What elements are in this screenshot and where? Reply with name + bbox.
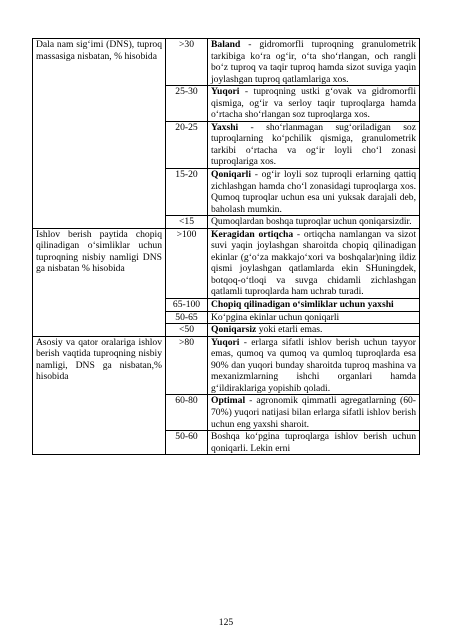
term: Yuqori	[211, 86, 240, 98]
table-row	[33, 336, 420, 395]
description-cell	[208, 299, 420, 312]
range-cell: >30	[166, 39, 208, 86]
description-cell	[208, 431, 420, 455]
soil-moisture-table	[32, 38, 420, 455]
description-text: - tuproqning ustki g‘ovak va gidromorfli qismiga, og‘ir va serloy taqir tuproqlarga hamda o‘rtacha sho‘rlangan soz tuproqlarga xos.	[211, 86, 416, 121]
description-text: - ortiqcha namlangan va sizot suvi yaqin joylashgan sharoitda chopiq qilinadigan ekinlar (g‘o‘za makkajo‘xori va boshqalar)ning ildiz qismi joylashgan qatlamlarda ekin SHuningdek, botqoq-o‘tloqi va suvga chidamli zichlashgan qatlamli tuproqlarda ham uchrab turadi.	[211, 228, 416, 298]
table-row	[33, 228, 420, 298]
range-cell: 25-30	[166, 86, 208, 122]
description-text: Boshqa ko‘pgina tuproqlarga ishlov berish uchun qoniqarli. Lekin erni	[211, 431, 416, 454]
description-text: - sho‘rlanmagan sug‘oriladigan soz tuproqlarning ko‘pchilik qismiga, granulometrik tarkibi o‘rtacha va og‘ir loyli cho‘l zonasi tuproqlariga xos.	[211, 121, 416, 168]
criterion-cell: Asosiy va qator oralariga ishlov berish vaqtida tuproqning nisbiy namligi, DNS ga nisbatan,% hisobida	[33, 336, 166, 454]
term: Baland	[211, 39, 241, 50]
range-cell: >100	[166, 228, 208, 298]
term: Chopiq qilinadigan o‘simliklar uchun yaxshi	[211, 299, 394, 311]
term: Optimal	[211, 395, 246, 407]
description-text: Ko‘pgina ekinlar uchun qoniqarli	[211, 311, 340, 323]
description-cell	[208, 121, 420, 168]
range-cell: 50-65	[166, 311, 208, 324]
description-text: yoki etarli emas.	[256, 324, 323, 336]
description-cell	[208, 311, 420, 324]
description-text: Qumoqlardan boshqa tuproqlar uchun qoniqarsizdir.	[211, 216, 412, 228]
range-cell: 15-20	[166, 169, 208, 216]
range-cell: <15	[166, 216, 208, 229]
term: Keragidan ortiqcha	[211, 228, 294, 240]
description-cell	[208, 39, 420, 86]
criterion-cell: Dala nam sig‘imi (DNS), tuproq massasiga nisbatan, % hisobida	[33, 39, 166, 229]
range-cell: <50	[166, 324, 208, 337]
term: Qoniqarli	[211, 169, 251, 181]
description-text: - og‘ir loyli soz tuproqli erlarning qattiq zichlashgan hamda cho‘l zonasidagi tuproqlarga xos. Qumoq tuproqlar uchun esa uni yuksak darajali deb, baholash mumkin.	[211, 169, 416, 215]
table-row	[33, 39, 420, 86]
term: Yuqori	[211, 336, 240, 348]
range-cell: 50-60	[166, 431, 208, 455]
description-text: - agronomik qimmatli agregatlarning (60-70%) yuqori natijasi bilan erlarga sifatli ishlov berish uchun eng yaxshi sharoit.	[211, 395, 416, 430]
range-cell: >80	[166, 336, 208, 395]
term: Yaxshi	[211, 121, 239, 133]
description-cell	[208, 169, 420, 216]
description-cell	[208, 216, 420, 229]
description-text: - erlarga sifatli ishlov berish uchun tayyor emas, qumoq va qumoq va qumloq tuproqlarda esa 90% dan yuqori bunday sharoitda tuproq mashina va mexanizmlarning ishchi organlari hamda g‘ildiraklariga yopishib qoladi.	[211, 336, 416, 394]
criterion-cell: Ishlov berish paytida chopiq qilinadigan o‘simliklar uchun tuproqning nisbiy namligi DNS ga nisbatan % hisobida	[33, 228, 166, 336]
range-cell: 60-80	[166, 395, 208, 431]
description-text: - gidromorfli tuproqning granulometrik tarkibiga ko‘ra og‘ir, o‘ta sho‘rlangan, och rangli bo‘z tuproq va taqir tuproq hamda sizot suviga yaqin joylashgan tuproq qatlamlariga xos.	[211, 39, 416, 85]
term: Qoniqarsiz	[211, 324, 257, 336]
description-cell	[208, 395, 420, 431]
description-cell	[208, 228, 420, 298]
description-cell	[208, 324, 420, 337]
description-cell	[208, 336, 420, 395]
range-cell: 65-100	[166, 299, 208, 312]
description-cell	[208, 86, 420, 122]
page-number: 125	[218, 617, 234, 628]
range-cell: 20-25	[166, 121, 208, 168]
